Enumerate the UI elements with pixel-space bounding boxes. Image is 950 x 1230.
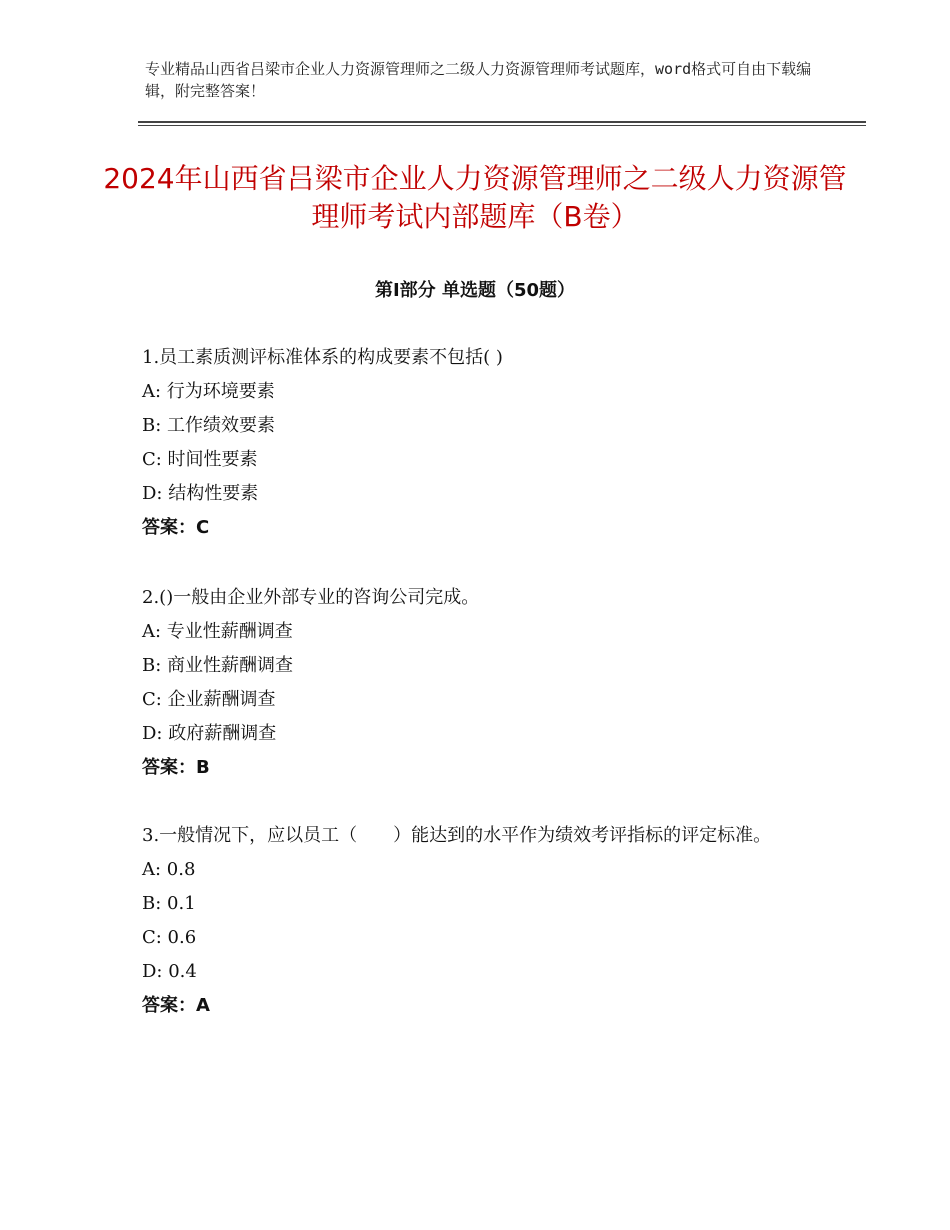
option-a: A: 专业性薪酬调查: [142, 621, 293, 642]
answer: 答案：A: [142, 995, 210, 1016]
question-stem: 1.员工素质测评标准体系的构成要素不包括( ): [142, 347, 503, 368]
section-title: 第Ⅰ部分 单选题（50题）: [374, 280, 575, 301]
option-c: C: 企业薪酬调查: [142, 689, 276, 710]
question-2: [142, 581, 822, 785]
header-divider-thin: [138, 125, 866, 126]
question-1: [142, 341, 822, 545]
option-c: C: 0.6: [142, 927, 197, 948]
option-d: D: 结构性要素: [142, 483, 259, 504]
option-d: D: 0.4: [142, 961, 197, 982]
question-stem: 2.()一般由企业外部专业的咨询公司完成。: [142, 587, 480, 608]
answer: 答案：B: [142, 757, 210, 778]
option-a: A: 行为环境要素: [142, 381, 275, 402]
header-divider: [138, 121, 866, 123]
option-d: D: 政府薪酬调查: [142, 723, 277, 744]
option-a: A: 0.8: [142, 859, 196, 880]
document-title: 2024年山西省吕梁市企业人力资源管理师之二级人力资源管理师考试内部题库（B卷）: [103, 162, 847, 233]
question-stem: 3.一般情况下，应以员工（ ）能达到的水平作为绩效考评指标的评定标准。: [142, 825, 772, 846]
header-note: 专业精品山西省吕梁市企业人力资源管理师之二级人力资源管理师考试题库，word格式可自由下载编辑，附完整答案！: [145, 60, 812, 100]
answer: 答案：C: [142, 517, 210, 538]
option-b: B: 0.1: [142, 893, 196, 914]
option-b: B: 工作绩效要素: [142, 415, 276, 436]
question-3: [142, 819, 822, 1023]
option-c: C: 时间性要素: [142, 449, 258, 470]
option-b: B: 商业性薪酬调查: [142, 655, 294, 676]
